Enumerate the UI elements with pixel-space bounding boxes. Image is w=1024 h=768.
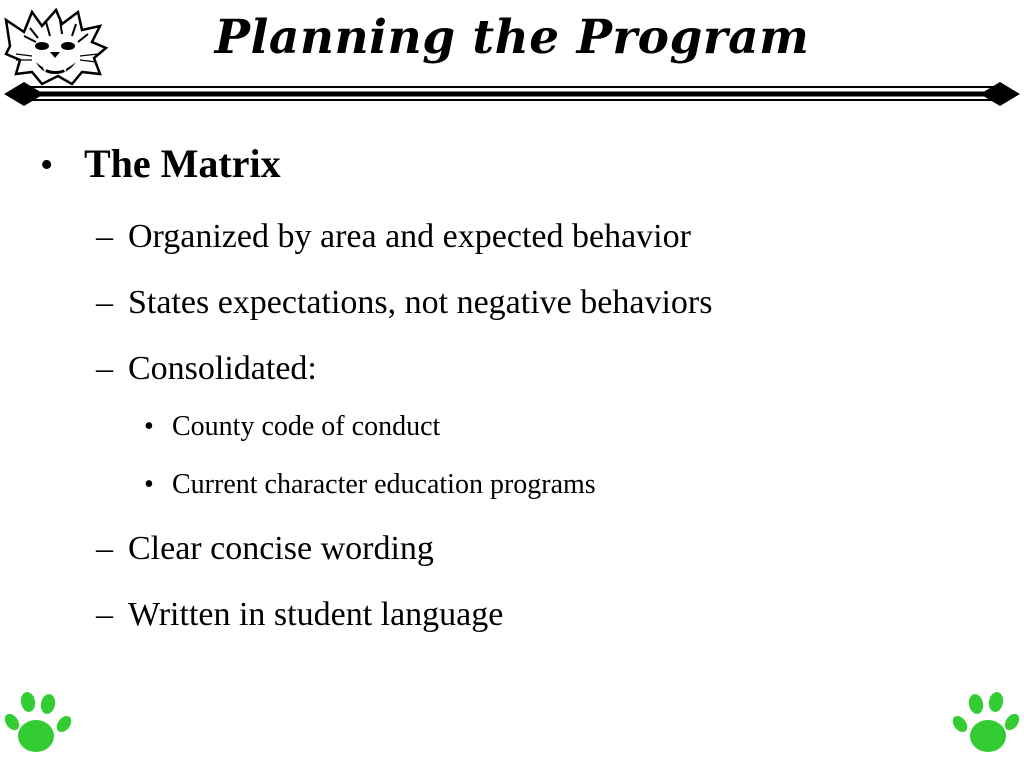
- dash-glyph: –: [96, 218, 113, 255]
- dash-glyph: –: [96, 284, 113, 321]
- bullet-glyph: •: [144, 469, 154, 500]
- bullet-glyph: •: [40, 144, 54, 186]
- title-divider: [0, 78, 1024, 110]
- subitem-consolidated: [96, 347, 1000, 391]
- dash-glyph: –: [96, 530, 113, 567]
- dash-glyph: –: [96, 596, 113, 633]
- slide-content: [40, 138, 1000, 637]
- paw-print-icon: [2, 688, 74, 760]
- subitem-text: Clear concise wording: [128, 530, 434, 567]
- paw-print-icon: [950, 688, 1022, 760]
- bullet-text: The Matrix: [84, 141, 281, 186]
- subitem-text: Written in student language: [128, 596, 504, 633]
- subitem-text: Organized by area and expected behavior: [128, 218, 691, 255]
- subitem-student-language: [96, 593, 1000, 637]
- subitem-clear-wording: [96, 527, 1000, 571]
- subitem-states-expectations: [96, 281, 1000, 325]
- sub-subitem-text: County code of conduct: [172, 411, 441, 442]
- dash-glyph: –: [96, 350, 113, 387]
- slide-title: Planning the Program: [214, 10, 810, 65]
- bullet-glyph: •: [144, 411, 154, 442]
- subitem-organized: [96, 215, 1000, 259]
- subitem-text: Consolidated:: [128, 350, 317, 387]
- subitem-text: States expectations, not negative behaviors: [128, 284, 713, 321]
- bullet-level-1: [40, 138, 1000, 191]
- sub-subitem-character-education: [144, 467, 1000, 503]
- sub-subitem-county-code: [144, 409, 1000, 445]
- sub-subitem-text: Current character education programs: [172, 469, 596, 500]
